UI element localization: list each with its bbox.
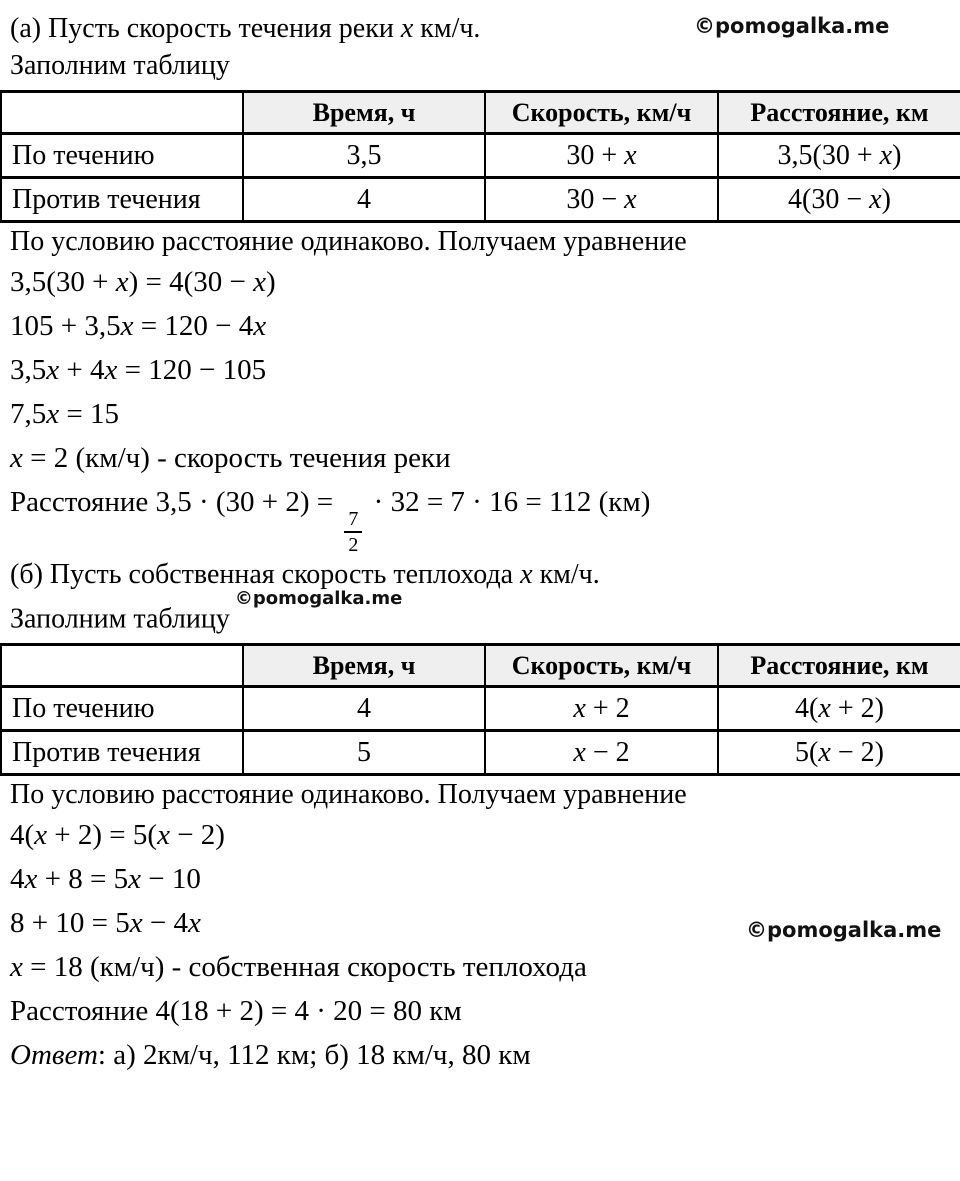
part-a-equation-5: x = 2 (км/ч) - скорость течения реки bbox=[10, 442, 451, 474]
table-row bbox=[1, 687, 960, 731]
distance-prefix: Расстояние 3,5 · (30 + 2) = bbox=[10, 486, 341, 518]
table-row bbox=[1, 134, 960, 178]
table-b-row2-time: 5 bbox=[243, 731, 485, 775]
answer-text: : а) 2км/ч, 112 км; б) 18 км/ч, 80 км bbox=[97, 1039, 531, 1072]
part-b-fill-table-text: Заполним таблицу bbox=[10, 603, 230, 635]
table-a-row2-label: Против течения bbox=[1, 178, 243, 222]
fraction bbox=[344, 508, 362, 556]
watermark-top: ©pomogalka.me bbox=[694, 14, 890, 38]
table-a-header-empty bbox=[1, 92, 243, 134]
watermark-bottom: ©pomogalka.me bbox=[746, 918, 942, 942]
part-a-distance-line bbox=[0, 480, 960, 556]
part-a-condition: По условию расстояние одинаково. Получаем уравнение bbox=[10, 226, 687, 257]
table-a-header-distance: Расстояние, км bbox=[718, 92, 960, 134]
table-b-row1-distance: 4(x + 2) bbox=[718, 687, 960, 731]
part-b-fill-table bbox=[0, 588, 960, 637]
table-a-row2-distance: 4(30 − x) bbox=[718, 178, 960, 222]
table-b-row2-label: Против течения bbox=[1, 731, 243, 775]
watermark-inline: ©pomogalka.me bbox=[234, 588, 403, 609]
fraction-denominator: 2 bbox=[348, 534, 359, 556]
part-b-equation-2: 4x + 8 = 5x − 10 bbox=[10, 863, 201, 896]
fraction-numerator: 7 bbox=[344, 508, 362, 533]
table-a-row1-speed: 30 + x bbox=[485, 134, 718, 178]
table-b-header-row bbox=[1, 645, 960, 687]
table-b-header-speed: Скорость, км/ч bbox=[485, 645, 718, 687]
table-row bbox=[1, 731, 960, 775]
table-b-header-empty bbox=[1, 645, 243, 687]
table-a-row2-time: 4 bbox=[243, 178, 485, 222]
table-b-row2-speed: x − 2 bbox=[485, 731, 718, 775]
part-a-fill-table: Заполним таблицу bbox=[10, 50, 230, 81]
table-a-row1-distance: 3,5(30 + x) bbox=[718, 134, 960, 178]
table-b-header-distance: Расстояние, км bbox=[718, 645, 960, 687]
table-part-b bbox=[0, 643, 960, 776]
answer-line bbox=[0, 1033, 960, 1077]
part-a-intro: (а) Пусть скорость течения реки x км/ч. bbox=[10, 13, 481, 44]
part-a-equation-3: 3,5x + 4x = 120 − 105 bbox=[10, 354, 267, 386]
table-b-header-time: Время, ч bbox=[243, 645, 485, 687]
table-b-row1-time: 4 bbox=[243, 687, 485, 731]
part-a-equation-4: 7,5x = 15 bbox=[10, 398, 119, 430]
part-a-equation-2: 105 + 3,5x = 120 − 4x bbox=[10, 310, 267, 342]
table-a-header-row bbox=[1, 92, 960, 134]
table-b-row1-speed: x + 2 bbox=[485, 687, 718, 731]
part-b-equation-3: 8 + 10 = 5x − 4x bbox=[10, 907, 201, 940]
table-part-a bbox=[0, 90, 960, 223]
part-b-equation-1: 4(x + 2) = 5(x − 2) bbox=[10, 819, 225, 852]
table-row bbox=[1, 178, 960, 222]
table-a-header-time: Время, ч bbox=[243, 92, 485, 134]
table-b-row1-label: По течению bbox=[1, 687, 243, 731]
part-b-intro: (б) Пусть собственная скорость теплохода x км/ч. bbox=[10, 559, 600, 590]
part-b-equation-4: x = 18 (км/ч) - собственная скорость теплохода bbox=[10, 951, 587, 984]
part-b-condition: По условию расстояние одинаково. Получаем уравнение bbox=[10, 779, 687, 811]
part-b-equation-5: Расстояние 4(18 + 2) = 4 · 20 = 80 км bbox=[10, 995, 462, 1028]
table-b-row2-distance: 5(x − 2) bbox=[718, 731, 960, 775]
answer-label: Ответ bbox=[10, 1039, 98, 1072]
table-a-row2-speed: 30 − x bbox=[485, 178, 718, 222]
distance-suffix: · 32 = 7 · 16 = 112 (км) bbox=[366, 486, 651, 518]
table-a-row1-label: По течению bbox=[1, 134, 243, 178]
table-a-header-speed: Скорость, км/ч bbox=[485, 92, 718, 134]
part-a-equation-1: 3,5(30 + x) = 4(30 − x) bbox=[10, 266, 276, 298]
table-a-row1-time: 3,5 bbox=[243, 134, 485, 178]
